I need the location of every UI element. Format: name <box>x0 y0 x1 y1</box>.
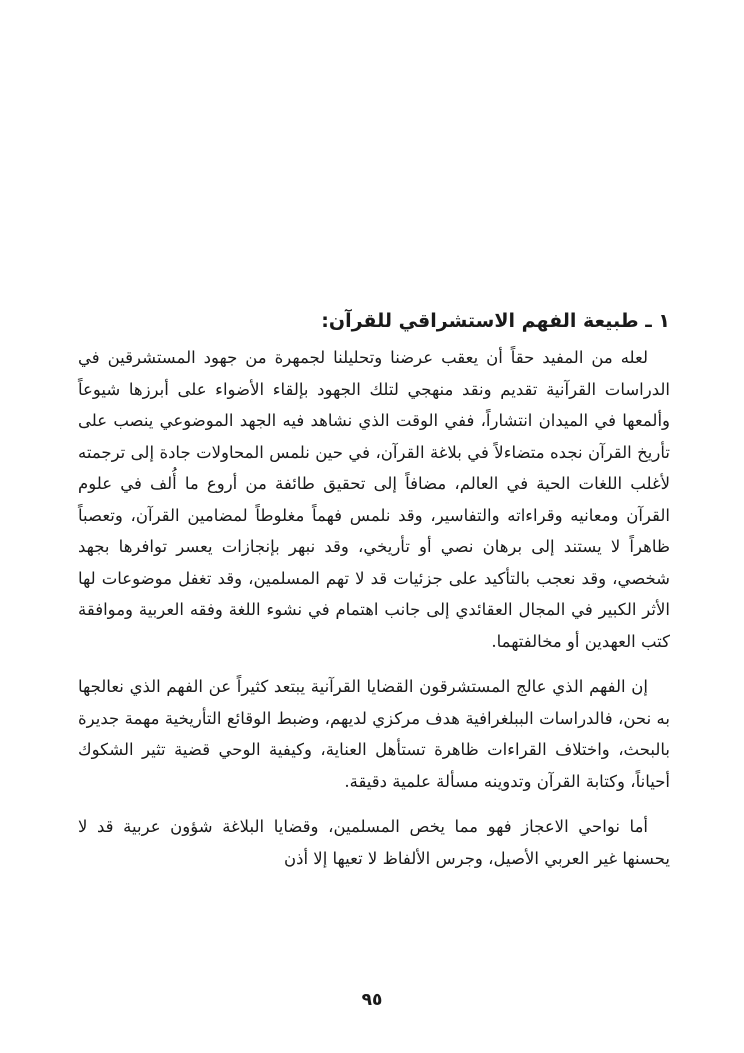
paragraph-2: إن الفهم الذي عالج المستشرقون القضايا القرآنية يبتعد كثيراً عن الفهم الذي نعالجها به نحن، فالدراسات الببلغرافية هدف مركزي لديهم، وضبط الوقائع التأريخية مهمة جديرة بالبحث، واختلاف القراءات ظاهرة تستأهل العناية، وكيفية الوحي قضية تثير الشكوك أحياناً، وكتابة القرآن وتدوينه مسألة علمية دقيقة. <box>78 677 670 791</box>
paragraph-3: أما نواحي الاعجاز فهو مما يخص المسلمين، وقضايا البلاغة شؤون عربية قد لا يحسنها غير العربي الأصيل، وجرس الألفاظ لا تعيها إلا أذن <box>78 817 670 868</box>
paragraph-1: لعله من المفيد حقاً أن يعقب عرضنا وتحليلنا لجمهرة من جهود المستشرقين في الدراسات القرآنية تقديم ونقد منهجي لتلك الجهود بإلقاء الأضواء على أبرزها شيوعاً وألمعها في الميدان انتشاراً، ففي الوقت الذي نشاهد فيه الجهد الموضوعي ينصب على تأريخ القرآن نجده متضاءلاً في بلاغة القرآن، في حين نلمس المحاولات جادة إلى ترجمته لأغلب اللغات الحية في العالم، مضافاً إلى تحقيق طائفة من أروع ما أُلف في علوم القرآن ومعانيه وقراءاته والتفاسير، وقد نلمس فهماً مغلوطاً لمضامين القرآن، وتعصباً ظاهراً لا يستند إلى برهان نصي أو تأريخي، وقد نبهر بإنجازات يعسر توافرها بجهد شخصي، وقد نعجب بالتأكيد على جزئيات قد لا تهم المسلمين، وقد تغفل موضوعات لها الأثر الكبير في المجال العقائدي إلى جانب اهتمام في نشوء اللغة وفقه العربية وموافقة كتب العهدين أو مخالفتهما. <box>78 348 670 651</box>
page-number: ٩٥ <box>361 990 383 1010</box>
section-heading: ١ ـ طبيعة الفهم الاستشراقي للقرآن: <box>321 310 670 332</box>
page-content <box>78 306 670 888</box>
